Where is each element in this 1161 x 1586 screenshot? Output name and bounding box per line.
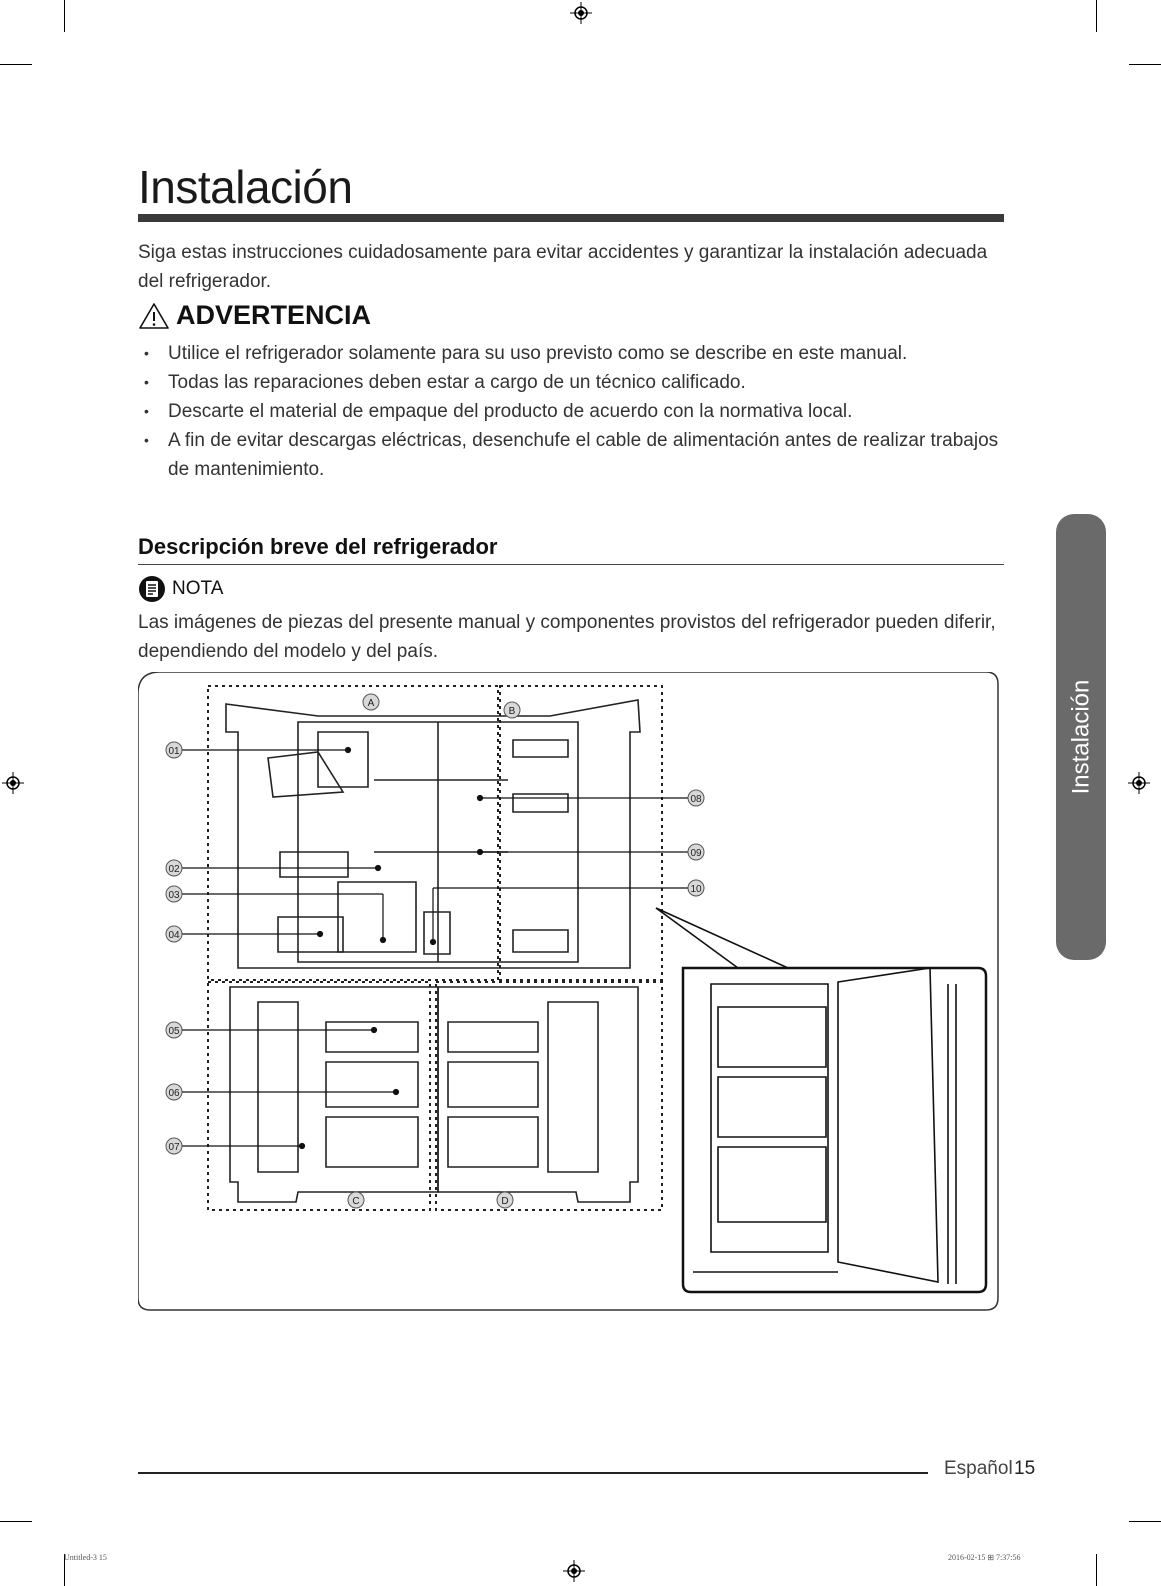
note-heading [138, 575, 223, 603]
note-icon [138, 575, 166, 603]
crop-mark [0, 1521, 32, 1522]
registration-target-icon [1128, 772, 1150, 794]
crop-mark [1096, 0, 1097, 32]
crop-mark [0, 64, 32, 65]
list-item: • Todas las reparaciones deben estar a cargo de un técnico calificado. [138, 368, 1000, 397]
print-slug-file: Untitled-3 15 [64, 1553, 107, 1562]
warning-heading-text: ADVERTENCIA [176, 300, 372, 330]
list-item: • Utilice el refrigerador solamente para su uso previsto como se describe en este manual. [138, 339, 1000, 368]
callout-label: 05 [168, 1026, 180, 1037]
registration-target-icon [2, 772, 24, 794]
registration-target-icon [563, 1560, 585, 1582]
page-number: 15 [1014, 1458, 1036, 1479]
intro-paragraph: Siga estas instrucciones cuidadosamente para evitar accidentes y garantizar la instalación adecuada del refrigerador. [138, 242, 988, 292]
section-heading: Descripción breve del refrigerador [138, 534, 498, 559]
zone-marker: B [508, 706, 516, 717]
zone-b-outline [500, 686, 662, 980]
side-tab-label: Instalación [1067, 679, 1094, 795]
refrigerator-diagram [138, 672, 1008, 1312]
callout-label: 01 [168, 746, 180, 757]
callout-label: 07 [168, 1142, 180, 1153]
list-item: • A fin de evitar descargas eléctricas, desenchufe el cable de alimentación antes de realizar trabajos de mantenimiento. [138, 426, 1000, 484]
crop-mark [64, 0, 65, 32]
warning-list [138, 339, 1000, 484]
callout-label: 10 [690, 884, 702, 895]
figure-frame [138, 672, 998, 1310]
zoom-inset [656, 908, 986, 1292]
note-label: NOTA [172, 578, 224, 599]
callout-label: 04 [168, 930, 180, 941]
zone-d-outline [436, 982, 662, 1210]
print-slug-stamp: 2016-02-15 ⊞ 7:37:56 [948, 1553, 1021, 1562]
footer-language: Español [944, 1458, 1013, 1479]
footer-rule [138, 1472, 928, 1474]
zone-marker: A [367, 698, 375, 709]
zone-marker: D [501, 1196, 509, 1207]
crop-mark [1129, 1521, 1161, 1522]
page-title: Instalación [138, 161, 353, 213]
callout-label: 08 [690, 794, 702, 805]
zone-c-outline [208, 982, 430, 1210]
zone-markers [348, 694, 520, 1208]
zone-marker: C [352, 1196, 360, 1207]
side-tab [1056, 514, 1106, 960]
warning-triangle-icon [138, 302, 170, 330]
callout-label: 06 [168, 1088, 180, 1099]
crop-mark [1129, 64, 1161, 65]
zone-a-outline [208, 686, 498, 980]
title-underline [138, 214, 1004, 222]
warning-heading [138, 300, 371, 331]
registration-target-icon [570, 2, 592, 24]
list-item: • Descarte el material de empaque del producto de acuerdo con la normativa local. [138, 397, 1000, 426]
section-underline [138, 564, 1004, 565]
callout-label: 02 [168, 864, 180, 875]
crop-mark [1096, 1554, 1097, 1586]
note-paragraph: Las imágenes de piezas del presente manual y componentes provistos del refrigerador pueden diferir, dependiendo del modelo y del país. [138, 612, 996, 662]
fridge-drawing [226, 700, 640, 1202]
callout-label: 09 [690, 848, 702, 859]
callout-label: 03 [168, 890, 180, 901]
